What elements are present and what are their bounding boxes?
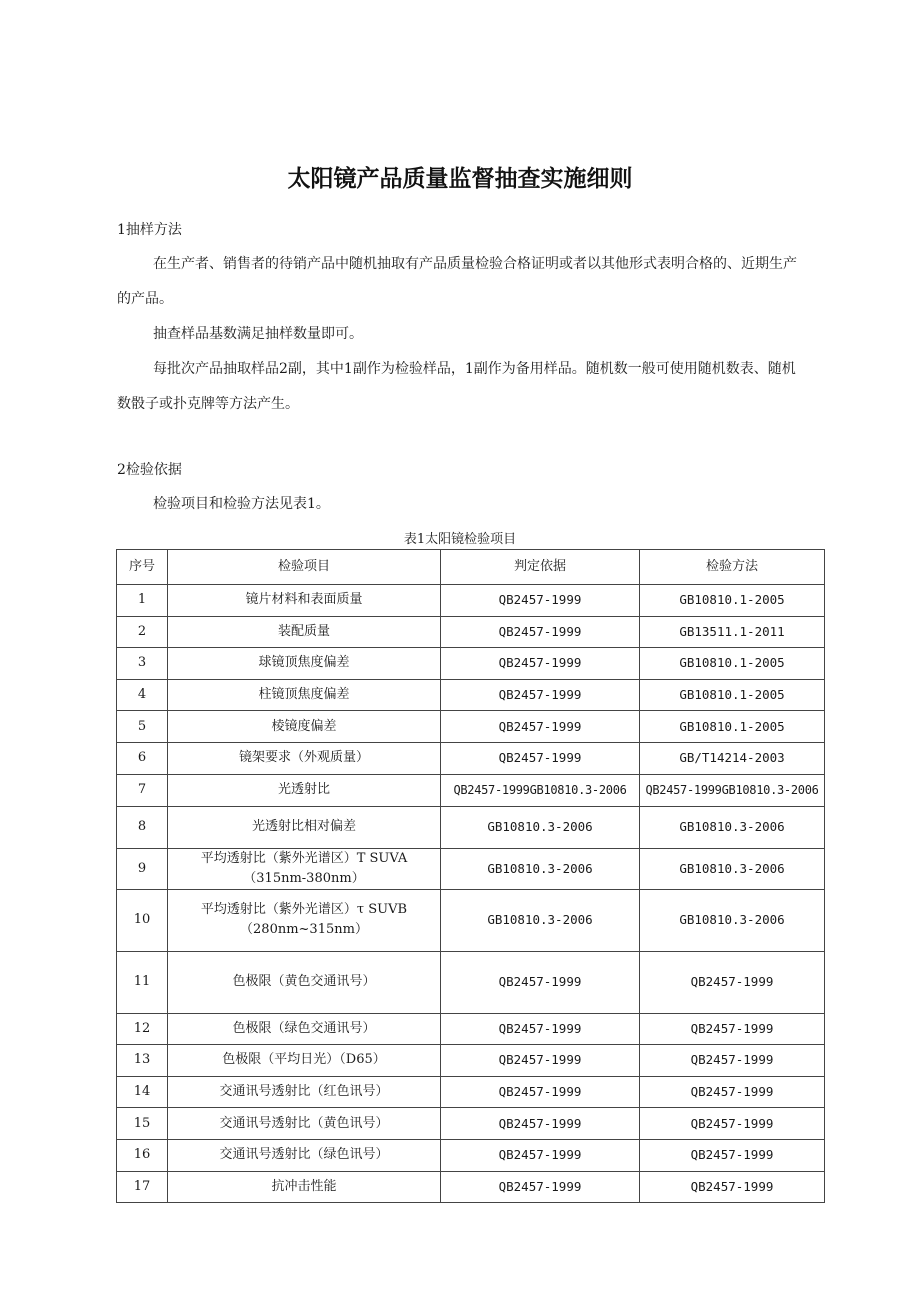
table-row bbox=[117, 1013, 825, 1045]
inspection-item-cell: 交通讯号透射比（黄色讯号） bbox=[168, 1108, 441, 1140]
judgment-basis-cell: QB2457-1999 bbox=[441, 951, 640, 1013]
section-2-heading: 2检验依据 bbox=[117, 462, 182, 478]
judgment-basis-cell: QB2457-1999 bbox=[441, 742, 640, 774]
section-1-paragraph-2: 抽查样品基数满足抽样数量即可。 bbox=[153, 326, 363, 342]
row-number-cell: 7 bbox=[117, 774, 168, 806]
row-number-cell: 2 bbox=[117, 616, 168, 648]
header-cell-method: 检验方法 bbox=[640, 550, 825, 585]
row-number-cell: 15 bbox=[117, 1108, 168, 1140]
test-method-cell: GB/T14214-2003 bbox=[640, 742, 825, 774]
inspection-item-cell: 交通讯号透射比（红色讯号） bbox=[168, 1076, 441, 1108]
test-method-cell: GB10810.1-2005 bbox=[640, 711, 825, 743]
table-row bbox=[117, 1108, 825, 1140]
row-number-cell: 1 bbox=[117, 585, 168, 617]
inspection-item-cell: 色极限（绿色交通讯号） bbox=[168, 1013, 441, 1045]
table-row bbox=[117, 951, 825, 1013]
judgment-basis-cell: QB2457-1999 bbox=[441, 711, 640, 743]
row-number-cell: 6 bbox=[117, 742, 168, 774]
inspection-item-cell: 球镜顶焦度偏差 bbox=[168, 648, 441, 680]
inspection-item-cell: 平均透射比（紫外光谱区）τ SUVB（280nm~315nm） bbox=[168, 889, 441, 951]
test-method-cell: GB10810.3-2006 bbox=[640, 848, 825, 889]
table-row bbox=[117, 648, 825, 680]
test-method-cell: QB2457-1999 bbox=[640, 951, 825, 1013]
test-method-cell: QB2457-1999 bbox=[640, 1045, 825, 1077]
judgment-basis-cell: QB2457-1999 bbox=[441, 585, 640, 617]
table-caption: 表1太阳镜检验项目 bbox=[403, 532, 517, 547]
section-1-heading: 1抽样方法 bbox=[117, 222, 182, 238]
row-number-cell: 16 bbox=[117, 1139, 168, 1171]
inspection-item-cell: 棱镜度偏差 bbox=[168, 711, 441, 743]
table-row bbox=[117, 585, 825, 617]
document-title: 太阳镜产品质量监督抽查实施细则 bbox=[287, 166, 633, 192]
table-row bbox=[117, 1171, 825, 1203]
inspection-item-cell: 镜片材料和表面质量 bbox=[168, 585, 441, 617]
table-header-row bbox=[117, 550, 825, 585]
table-row bbox=[117, 806, 825, 848]
row-number-cell: 12 bbox=[117, 1013, 168, 1045]
table-row bbox=[117, 711, 825, 743]
table-row bbox=[117, 1045, 825, 1077]
judgment-basis-cell: QB2457-1999GB10810.3-2006 bbox=[441, 774, 640, 806]
header-cell-item: 检验项目 bbox=[168, 550, 441, 585]
inspection-item-cell: 光透射比 bbox=[168, 774, 441, 806]
test-method-cell: QB2457-1999 bbox=[640, 1076, 825, 1108]
inspection-item-cell: 装配质量 bbox=[168, 616, 441, 648]
table-row bbox=[117, 1076, 825, 1108]
inspection-items-table bbox=[116, 549, 825, 1203]
inspection-item-cell: 平均透射比（紫外光谱区）T SUVA（315nm-380nm） bbox=[168, 848, 441, 889]
table-row bbox=[117, 1139, 825, 1171]
table-row bbox=[117, 774, 825, 806]
section-1-paragraph-3: 每批次产品抽取样品2副，其中1副作为检验样品，1副作为备用样品。随机数一般可使用随机数表、随机数骰子或扑克牌等方法产生。 bbox=[117, 361, 796, 412]
row-number-cell: 17 bbox=[117, 1171, 168, 1203]
judgment-basis-cell: QB2457-1999 bbox=[441, 679, 640, 711]
header-cell-no: 序号 bbox=[117, 550, 168, 585]
table-row bbox=[117, 679, 825, 711]
judgment-basis-cell: GB10810.3-2006 bbox=[441, 848, 640, 889]
inspection-item-cell: 交通讯号透射比（绿色讯号） bbox=[168, 1139, 441, 1171]
test-method-cell: GB13511.1-2011 bbox=[640, 616, 825, 648]
row-number-cell: 8 bbox=[117, 806, 168, 848]
row-number-cell: 13 bbox=[117, 1045, 168, 1077]
test-method-cell: GB10810.3-2006 bbox=[640, 889, 825, 951]
section-2-paragraph-1: 检验项目和检验方法见表1。 bbox=[153, 496, 330, 512]
test-method-cell: QB2457-1999 bbox=[640, 1108, 825, 1140]
row-number-cell: 5 bbox=[117, 711, 168, 743]
test-method-cell: GB10810.1-2005 bbox=[640, 648, 825, 680]
test-method-cell: QB2457-1999 bbox=[640, 1013, 825, 1045]
judgment-basis-cell: GB10810.3-2006 bbox=[441, 889, 640, 951]
inspection-item-cell: 色极限（平均日光）（D65） bbox=[168, 1045, 441, 1077]
row-number-cell: 14 bbox=[117, 1076, 168, 1108]
row-number-cell: 4 bbox=[117, 679, 168, 711]
row-number-cell: 10 bbox=[117, 889, 168, 951]
header-cell-basis: 判定依据 bbox=[441, 550, 640, 585]
row-number-cell: 11 bbox=[117, 951, 168, 1013]
judgment-basis-cell: QB2457-1999 bbox=[441, 616, 640, 648]
judgment-basis-cell: QB2457-1999 bbox=[441, 1013, 640, 1045]
test-method-cell: QB2457-1999 bbox=[640, 1139, 825, 1171]
judgment-basis-cell: QB2457-1999 bbox=[441, 1076, 640, 1108]
test-method-cell: QB2457-1999 bbox=[640, 1171, 825, 1203]
inspection-item-cell: 抗冲击性能 bbox=[168, 1171, 441, 1203]
section-1-paragraph-1: 在生产者、销售者的待销产品中随机抽取有产品质量检验合格证明或者以其他形式表明合格的、近期生产的产品。 bbox=[117, 256, 797, 307]
test-method-cell: QB2457-1999GB10810.3-2006 bbox=[640, 774, 825, 806]
inspection-item-cell: 色极限（黄色交通讯号） bbox=[168, 951, 441, 1013]
inspection-item-cell: 柱镜顶焦度偏差 bbox=[168, 679, 441, 711]
table-row bbox=[117, 742, 825, 774]
judgment-basis-cell: QB2457-1999 bbox=[441, 1171, 640, 1203]
table-row bbox=[117, 616, 825, 648]
test-method-cell: GB10810.1-2005 bbox=[640, 679, 825, 711]
judgment-basis-cell: GB10810.3-2006 bbox=[441, 806, 640, 848]
table-row bbox=[117, 848, 825, 889]
judgment-basis-cell: QB2457-1999 bbox=[441, 648, 640, 680]
judgment-basis-cell: QB2457-1999 bbox=[441, 1139, 640, 1171]
test-method-cell: GB10810.3-2006 bbox=[640, 806, 825, 848]
inspection-item-cell: 光透射比相对偏差 bbox=[168, 806, 441, 848]
row-number-cell: 3 bbox=[117, 648, 168, 680]
row-number-cell: 9 bbox=[117, 848, 168, 889]
inspection-item-cell: 镜架要求（外观质量） bbox=[168, 742, 441, 774]
judgment-basis-cell: QB2457-1999 bbox=[441, 1045, 640, 1077]
table-row bbox=[117, 889, 825, 951]
judgment-basis-cell: QB2457-1999 bbox=[441, 1108, 640, 1140]
test-method-cell: GB10810.1-2005 bbox=[640, 585, 825, 617]
